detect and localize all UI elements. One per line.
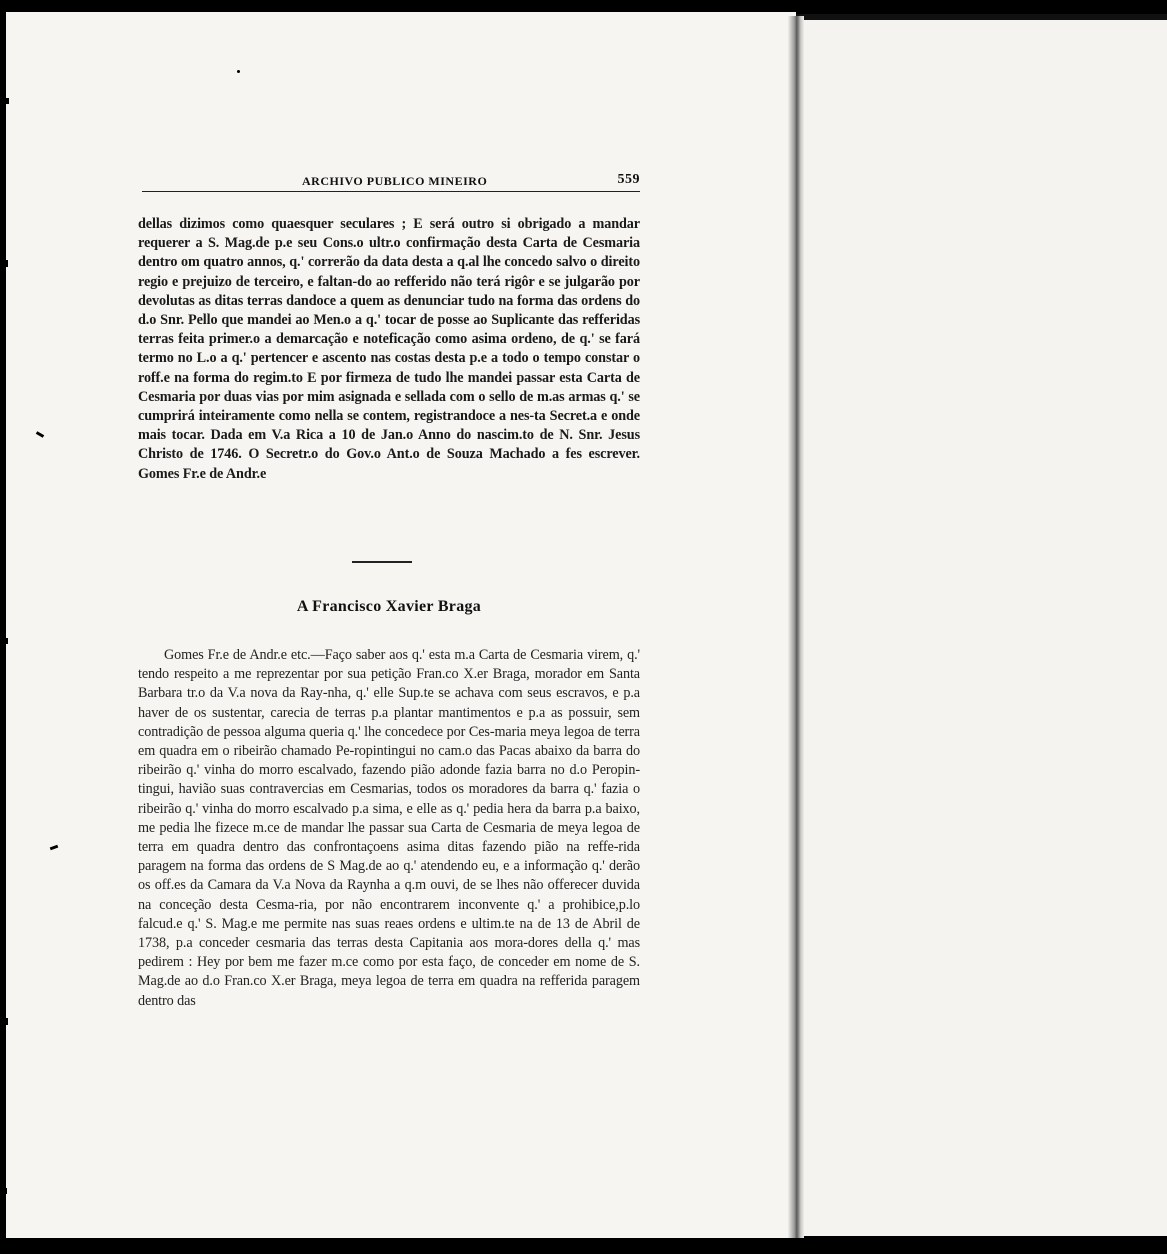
header-rule: [142, 191, 640, 192]
book-page-left: [6, 12, 796, 1238]
scan-speck: [2, 1188, 7, 1194]
scan-speck: [2, 1018, 8, 1025]
section-title: A Francisco Xavier Braga: [296, 598, 482, 615]
scan-speck: [50, 845, 59, 851]
scan-bottom-border: [0, 1236, 1167, 1254]
section-divider: [352, 561, 412, 563]
scan-speck: [2, 260, 8, 267]
book-page-right: [796, 20, 1167, 1236]
paragraph-continuation: dellas dizimos como quaesquer seculares ; E será outro si obrigado a mandar requerer a S. Mag.de p.e seu Cons.o ultr.o confirmação desta Carta de Cesmaria dentro om quatro annos, q.' correrão da data desta a q.al lhe concedo salvo o direito regio e prejuizo de terceiro, e faltan-do ao refferido não terá rigôr e se julgarão por devolutas as ditas terras dandoce a quem as denunciar tudo na forma das ordens do d.o Snr. Pello que mandei ao Men.o a q.' tocar de posse ao Suplicante das refferidas terras feita primer.o a demarcação e noteficação como asima ordeno, de q.' se fará termo no L.o a q.' pertencer e ascento nas costas desta p.e a todo o tempo constar o roff.e na forma do regim.to E por firmeza de tudo lhe mandei passar esta Carta de Cesmaria por duas vias por mim asignada e sellada com o sello de m.as armas q.' se cumprirá inteiramente como nella se contem, registrandoce a nes-ta Secret.a e onde mais tocar. Dada em V.a Rica a 10 de Jan.o Anno do nascim.to de N. Snr. Jesus Christo de 1746. O Secretr.o do Gov.o Ant.o de Souza Machado a fes escrever. Gomes Fr.e de Andr.e: [138, 216, 640, 482]
page-number: 559: [617, 172, 640, 187]
paragraph-grant-text: Gomes Fr.e de Andr.e etc.—Faço saber aos q.' esta m.a Carta de Cesmaria virem, q.' tendo respeito a me reprezentar por sua petição Fran.co X.er Braga, morador em Santa Barbara tr.o da V.a nova da Ray-nha, q.' elle Sup.te se achava com seus escravos, e p.a haver de os sustentar, carecia de terras p.a plantar mantimentos e p.a as possuir, sem contradição de pessoa alguma queria q.' lhe concedece por Ces-maria meya legoa de terra em quadra em o ribeirão chamado Pe-ropintingui no cam.o das Pacas abaixo da barra do ribeirão q.' vinha do morro escalvado, fazendo pião adonde fazia barra no d.o Peropin-tingui, havião suas contravercias em Cesmarias, todos os moradores da barra q.' fazia o ribeirão q.' vinha do morro escalvado p.a sima, e elle as q.' pedia hera da barra p.a baixo, me pedia lhe fizece m.ce de mandar lhe passar sua Carta de Cesmaria de meya legoa de terra em quadra dentro das confrontaçoens asima ditas fazendo pião na reffe-rida paragem na forma das ordens de S Mag.de ao q.' atendendo eu, e a informação q.' derão os off.es da Camara da V.a Nova da Raynha a q.m ouvi, de se lhes não offerecer duvida na conceção desta Cesma-ria, por não encontrarem inconvente q.' a prohibice,p.lo falcud.e q.' S. Mag.e me permite nas suas reaes ordens e ultim.te na de 13 de Abril de 1738, p.a conceder cesmaria das terras desta Capitania aos mora-dores della q.' mas pedirem : Hey por bem me fazer m.ce como por esta faço, de conceder em nome de S. Mag.de ao d.o Fran.co X.er Braga, meya legoa de terra em quadra na refferida paragem dentro das: [138, 647, 640, 1009]
scan-speck: [2, 98, 9, 104]
running-head-title: ARCHIVO PUBLICO MINEIRO: [302, 174, 488, 188]
scan-speck: [36, 431, 44, 438]
running-head: [142, 172, 640, 192]
scan-speck: [2, 638, 8, 644]
scan-speck: [237, 70, 240, 73]
book-gutter: [788, 16, 804, 1238]
